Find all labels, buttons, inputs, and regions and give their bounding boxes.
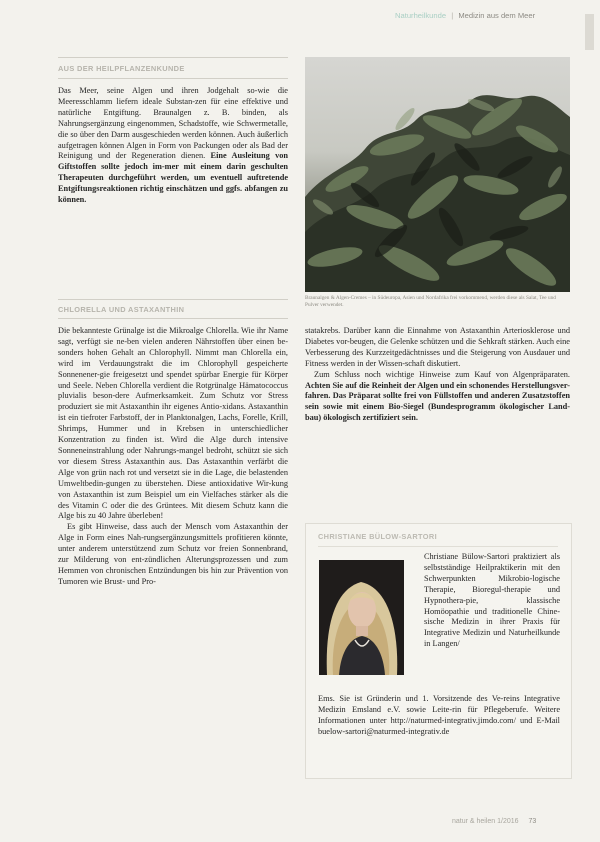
author-bio-below: Ems. Sie ist Gründerin und 1. Vorsitzende des Ve-reins Integrative Medizin Emsland e.V. sowie Leite-rin für Pflegeberufe. Weitere Informationen unter http://naturmed-integrativ.jimdo.com/ und E-Mail buelow-sartori@naturmed-integrativ.de <box>318 694 560 736</box>
seaweed-image <box>305 57 570 292</box>
intro-heading-rule <box>58 78 288 79</box>
article-column-left <box>58 326 288 588</box>
intro-bold-text: Eine Ausleitung von Giftstoffen sollte jedoch im-mer mit einem darin geschulten Therapeuten durchgeführt werden, um eventuell auftretende Entgiftungsreaktionen richtig einschätzen und ggfs. abfangen zu können. <box>58 151 289 205</box>
footer-publication: natur & heilen <box>452 818 496 825</box>
running-header <box>395 11 535 20</box>
article-paragraph: statakrebs. Darüber kann die Einnahme von Astaxanthin Arteriosklerose und Diabetes vor-beugen, die Gelenke schützen und die Sehkraft stärken. Auch eine Verbesserung des Kurzzeitgedächtnisses und die Steigerung von Ausdauer und Fitness werden in der Wissen-schaft diskutiert. <box>305 326 570 368</box>
author-heading: CHRISTIANE BÜLOW-SARTORI <box>318 532 437 541</box>
intro-bottom-rule <box>58 299 288 300</box>
page-edge-tab <box>585 14 594 50</box>
page-footer <box>452 818 536 825</box>
header-separator: | <box>451 11 454 20</box>
page-number: 73 <box>528 818 537 825</box>
article-paragraph-intro: Zum Schluss noch wichtige Hinweise zum Kauf von Algenpräparaten. <box>314 369 570 379</box>
chlorella-heading: CHLORELLA UND ASTAXANTHIN <box>58 305 185 314</box>
intro-text: Das Meer, seine Algen und ihren Jodgehalt so-wie die Meeresschlamm liefern ideale Substan-zen für eine effektive und natürliche Entgiftung. Braunalgen z. B. binden, als Nahrungsergänzung eingenommen, Schadstoffe, wie Schwermetalle, die so über den Darm ausgeschieden werden können. Auch äußerlich aufgetragen können Algen in Form von Packungen oder als Bad der Reinigung und der Regeneration dienen. <box>58 86 288 161</box>
seaweed-photo <box>305 57 570 292</box>
article-paragraph: Die bekannteste Grünalge ist die Mikroalge Chlorella. Wie ihr Name sagt, verfügt sie ne-ben vielen anderen Nährstoffen über einen be-sonders hohen Gehalt an Chlorophyll. Nimmt man Chlorella ein, wird im Verdauungstrakt die im Chlorophyll gespeicherte Sonnenener-gie freigesetzt und spendet spürbar Energie für Körper und Seele. Neben Chlorella verdient die Rotgrünalge Hämatococcus pluvialis beson-dere Aufmerksamkeit. Zum Schutz vor Stress produziert sie mit Astaxanthin ihr eigenes Antio-xidans. Astaxanthin ist ein tiefroter Farbstoff, der in Planktonalgen, Lachs, Forelle, Krill, Shrimps, Hummer und in Krebsen in unterschiedlicher Konzentration zu finden ist. Wird die Alge durch intensive Sonneneinstrahlung oder Nahrungs-mangel bedroht, schützt sie sich vor diesem Stress Astaxanthin aus. Das Astaxanthin verfärbt die Alge von grün nach rot und versetzt sie in die Lage, die belastenden Umweltbedin-gungen zu überstehen. Diese antioxidative Wir-kung von Astaxanthin ist zum Beispiel um ein Vielfaches stärker als die des Vitamin C oder die des Grüntees. Mit diesem Schutz kann die Alge bis zu 40 Jahre überleben! <box>58 326 288 521</box>
photo-caption: Braunalgen & Algen-Cremes – in Südeuropa, Asien und Nordafrika frei vorkommend, werden diese als Salat, Tee und Pulver verwendet. <box>305 295 556 308</box>
author-bio-beside: Christiane Bülow-Sartori praktiziert als selbstständige Heilpraktikerin mit den Schwerpunkten Mikrobio-logische Therapie, Bioregul-therapie und Hypnothera-pie, klassische Homöopathie und traditionelle Chine-sische Medizin in ihrer Praxis für Integrative Medizin und Naturheilkunde in Langen/ <box>424 552 560 649</box>
intro-box <box>58 86 288 206</box>
portrait-image <box>319 560 404 675</box>
header-title: Medizin aus dem Meer <box>458 11 536 20</box>
author-box <box>305 523 572 779</box>
header-section: Naturheilkunde <box>395 11 447 20</box>
purchase-advice: Achten Sie auf die Reinheit der Algen und ein schonendes Herstellungsver-fahren. Das Präparat sollte frei von Füllstoffen und anderen Zusatzstoffen sein sowie mit einem Bio-Siegel (Bundesprogramm ökologischer Land-bau) ökologisch zertifiziert sein. <box>305 380 570 423</box>
article-column-right <box>305 326 570 424</box>
intro-top-rule <box>58 57 288 58</box>
intro-heading: AUS DER HEILPFLANZENKUNDE <box>58 64 185 73</box>
chlorella-heading-rule <box>58 318 288 319</box>
author-portrait <box>319 560 404 675</box>
footer-issue: 1/2016 <box>497 818 519 825</box>
author-heading-rule <box>318 546 558 547</box>
article-paragraph: Es gibt Hinweise, dass auch der Mensch vom Astaxanthin der Alge in Form eines Nah-rungsergänzungsmittels profitieren könnte, unter anderem unterstützend zum Schutz vor freien Sonnenbrand, zur Milderung von ent-zündlichen Alterungsprozessen und zum Hemmen von chronischen Entzündungen bis hin zur Prävention von Tumoren wie Brust- und Pro- <box>58 522 288 586</box>
